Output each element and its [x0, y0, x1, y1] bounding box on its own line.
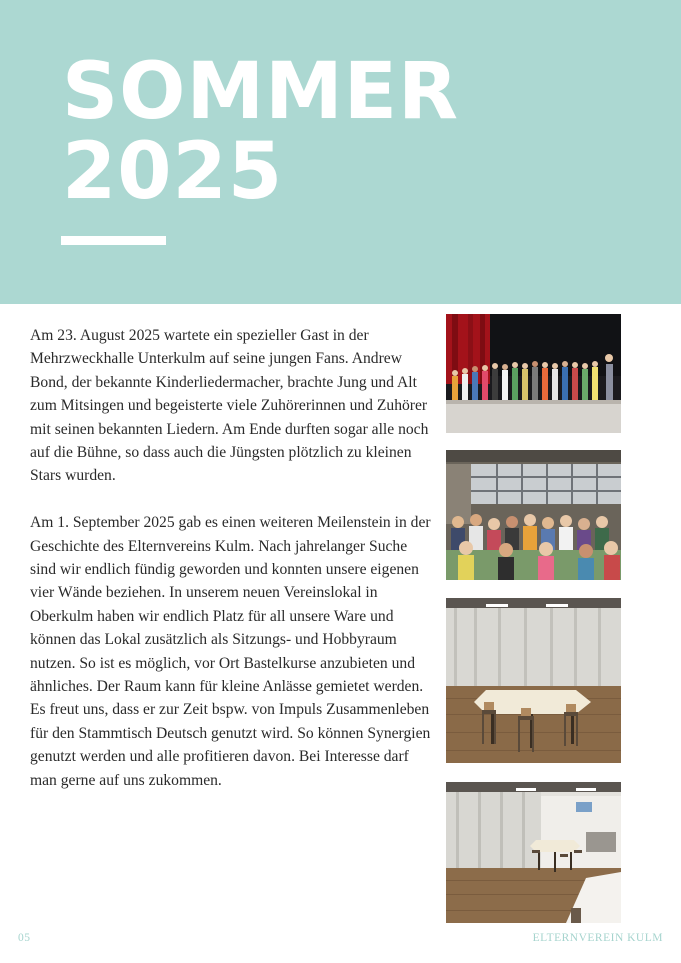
page-title — [62, 47, 460, 217]
page-number: 05 — [18, 932, 31, 944]
paragraph-clubroom: Am 1. September 2025 gab es einen weiteren Meilenstein in der Geschichte des Elternvereins Kulm. Nach jahrelanger Suche sind wir endlich fündig geworden und konnten unsere eigenen vier Wände beziehen. In unserem neuen Vereinslokal in Oberkulm haben wir endlich Platz für all unsere Ware und können das Lokal zusätzlich als Sitzungs- und Hobbyraum nutzen. So ist es möglich, vor Ort Bastelkurse anzubieten und ähnliches. Der Raum kann für kleine Anlässe gemietet werden. Es freut uns, dass er zur Zeit bspw. von Impuls Zusammenleben für den Stammtisch Deutsch genutzt wird. So können Synergien genutzt werden und alle profitieren davon. Bei Interesse darf man gerne auf uns zukommen. — [30, 514, 431, 789]
header-banner — [0, 0, 681, 304]
article-body — [30, 324, 432, 816]
paragraph-concert: Am 23. August 2025 wartete ein spezieller Gast in der Mehrzweckhalle Unterkulm auf seine jungen Fans. Andrew Bond, der bekannte Kinderliedermacher, brachte Jung und Alt zum Mitsingen und begeisterte viele Zuhörerinnen und Zuhörer mit seinen bekannten Liedern. Am Ende durften sogar alle noch auf die Bühne, so dass auch die Jüngsten plötzlich zu kleinen Stars wurden. — [30, 327, 429, 485]
photo-audience-hall — [446, 450, 621, 580]
title-underline — [61, 236, 166, 245]
title-line-2: 2025 — [62, 127, 284, 217]
photo-clubroom-table — [446, 598, 621, 763]
organization-name: ELTERNVEREIN KULM — [532, 932, 663, 944]
title-line-1: SOMMER — [62, 47, 460, 137]
photo-stage-children — [446, 314, 621, 433]
photo-clubroom-wide — [446, 782, 621, 923]
